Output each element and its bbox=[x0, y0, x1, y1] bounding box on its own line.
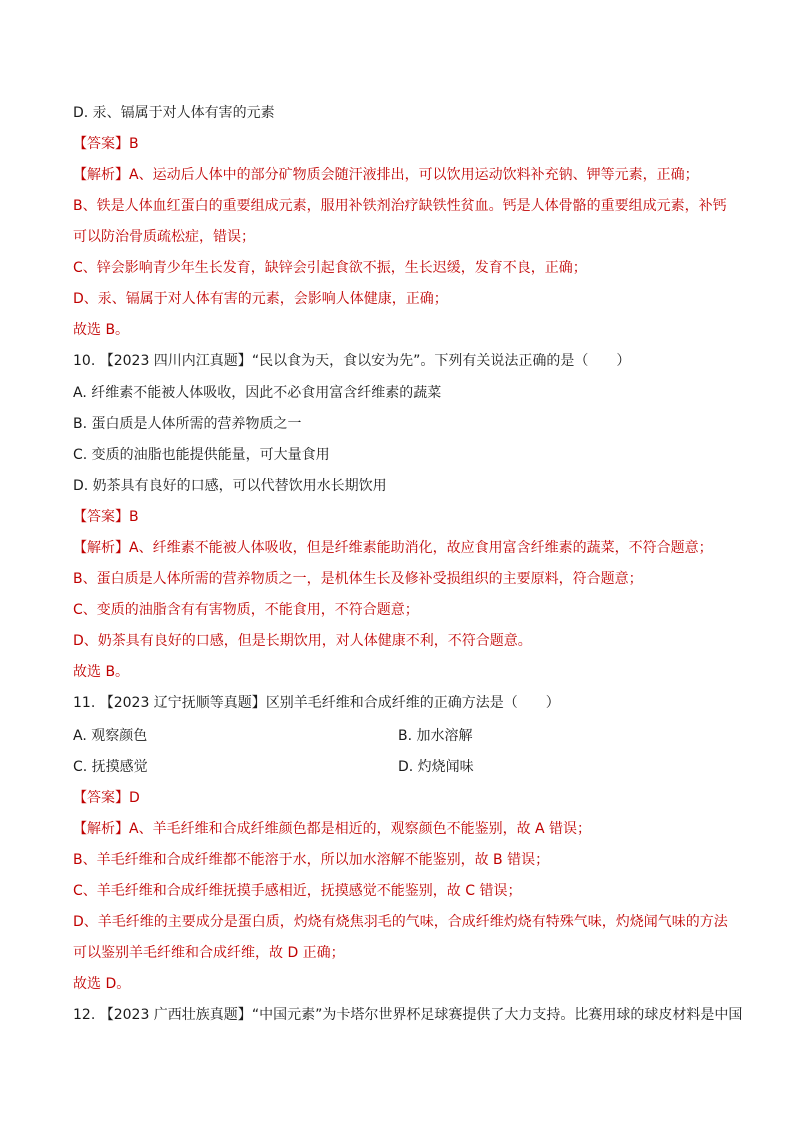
question-source: 【2023 辽宁抚顺等真题】 bbox=[99, 695, 266, 711]
q10-option-d: D. 奶茶具有良好的口感，可以代替饮用水长期饮用 bbox=[73, 478, 387, 494]
answer-tag: 【答案】 bbox=[73, 509, 129, 525]
q10-analysis-line-1: 【解析】A、纤维素不能被人体吸收，但是纤维素能助消化，故应食用富含纤维素的蔬菜，不符合题意； bbox=[73, 540, 713, 556]
q10-analysis-line-4: D、奶茶具有良好的口感，但是长期饮用，对人体健康不利，不符合题意。 bbox=[73, 633, 532, 649]
q9-option-d: D. 汞、镉属于对人体有害的元素 bbox=[73, 105, 275, 121]
q11-conclusion: 故选 D。 bbox=[73, 976, 131, 992]
question-number: 10. bbox=[73, 353, 96, 369]
q9-analysis-line-1: 【解析】A、运动后人体中的部分矿物质会随汗液排出，可以饮用运动饮料补充钠、钾等元素，正确； bbox=[73, 167, 699, 183]
analysis-tag: 【解析】 bbox=[73, 167, 129, 183]
q10-option-c: C. 变质的油脂也能提供能量，可大量食用 bbox=[73, 447, 330, 463]
q9-conclusion: 故选 B。 bbox=[73, 322, 130, 338]
q10-analysis-line-3: C、变质的油脂含有有害物质，不能食用，不符合题意； bbox=[73, 602, 419, 618]
q9-analysis-line-5: D、汞、镉属于对人体有害的元素，会影响人体健康，正确； bbox=[73, 291, 448, 307]
question-text: 区别羊毛纤维和合成纤维的正确方法是（ ） bbox=[265, 695, 560, 711]
q11-options-row-1 bbox=[73, 726, 744, 746]
q11-stem bbox=[73, 693, 744, 713]
q10-analysis-line-2: B、蛋白质是人体所需的营养物质之一，是机体生长及修补受损组织的主要原料，符合题意； bbox=[73, 571, 643, 587]
q11-options-row-2 bbox=[73, 757, 744, 777]
answer-value: B bbox=[129, 509, 139, 525]
question-source: 【2023 四川内江真题】 bbox=[99, 353, 252, 369]
q9-answer bbox=[73, 134, 744, 154]
q12-stem bbox=[73, 1005, 744, 1025]
q11-answer bbox=[73, 788, 744, 808]
q10-conclusion: 故选 B。 bbox=[73, 664, 130, 680]
analysis-tag: 【解析】 bbox=[73, 540, 129, 556]
question-text: “民以食为天，食以安为先”。下列有关说法正确的是（ ） bbox=[251, 353, 631, 369]
answer-value: D bbox=[129, 790, 140, 806]
q11-analysis-line-4: D、羊毛纤维的主要成分是蛋白质，灼烧有烧焦羽毛的气味，合成纤维灼烧有特殊气味，灼烧闻气味的方法 bbox=[73, 914, 728, 930]
answer-value: B bbox=[129, 136, 139, 152]
q10-stem bbox=[73, 351, 744, 371]
q10-answer bbox=[73, 507, 744, 527]
question-source: 【2023 广西壮族真题】 bbox=[99, 1007, 252, 1023]
q11-option-b: B. 加水溶解 bbox=[398, 728, 473, 744]
q11-analysis-line-3: C、羊毛纤维和合成纤维抚摸手感相近，抚摸感觉不能鉴别，故 C 错误； bbox=[73, 883, 522, 899]
question-number: 11. bbox=[73, 695, 96, 711]
q10-option-a: A. 纤维素不能被人体吸收，因此不必食用富含纤维素的蔬菜 bbox=[73, 385, 442, 401]
answer-tag: 【答案】 bbox=[73, 136, 129, 152]
analysis-tag: 【解析】 bbox=[73, 821, 129, 837]
q11-analysis-line-1: 【解析】A、羊毛纤维和合成纤维颜色都是相近的，观察颜色不能鉴别，故 A 错误； bbox=[73, 821, 592, 837]
answer-tag: 【答案】 bbox=[73, 790, 129, 806]
q11-analysis-line-5: 可以鉴别羊毛纤维和合成纤维，故 D 正确； bbox=[73, 945, 345, 961]
question-text: “中国元素”为卡塔尔世界杯足球赛提供了大力支持。比赛用球的球皮材料是中国 bbox=[251, 1007, 743, 1023]
q9-analysis-line-4: C、锌会影响青少年生长发育，缺锌会引起食欲不振，生长迟缓，发育不良，正确； bbox=[73, 260, 587, 276]
q11-option-d: D. 灼烧闻味 bbox=[398, 759, 474, 775]
q11-option-c: C. 抚摸感觉 bbox=[73, 759, 148, 775]
q11-analysis-line-2: B、羊毛纤维和合成纤维都不能溶于水，所以加水溶解不能鉴别，故 B 错误； bbox=[73, 852, 550, 868]
q10-option-b: B. 蛋白质是人体所需的营养物质之一 bbox=[73, 416, 302, 432]
q9-analysis-line-2: B、铁是人体血红蛋白的重要组成元素，服用补铁剂治疗缺铁性贫血。钙是人体骨骼的重要组成元素，补钙 bbox=[73, 198, 727, 214]
q11-option-a: A. 观察颜色 bbox=[73, 728, 148, 744]
question-number: 12. bbox=[73, 1007, 96, 1023]
q9-analysis-line-3: 可以防治骨质疏松症，错误； bbox=[73, 229, 255, 245]
